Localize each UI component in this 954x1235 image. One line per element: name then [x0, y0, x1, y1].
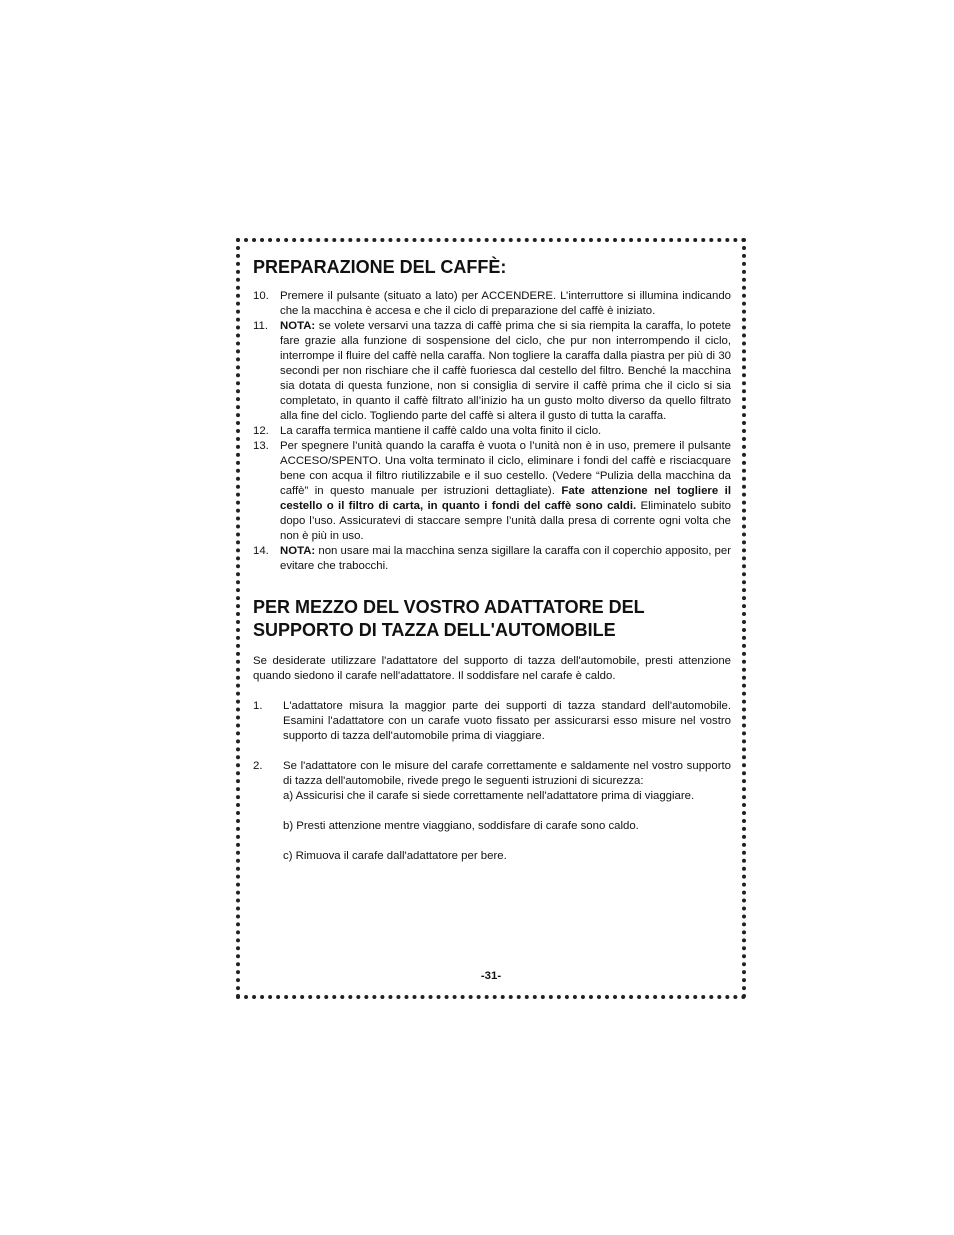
- note-text: se volete versarvi una tazza di caffè prima che si sia riempita la caraffa, lo potete fare grazie alla funzione di sospensione del ciclo, che pur non interrompendo il ciclo, interrompe il fluire del caffè nella caraffa. Non togliere la caraffa dalla piastra per più di 30 secondi per non rischiare che il caffè fuoriesca dal cestello del filtro. Benché la macchina sia dotata di questa funzione, non si consiglia di servire il caffè prima che il ciclo si sia completato, in quanto il caffè filtrato all’inizio ha un gusto molto diverso da quello filtrato alla fine del ciclo. Togliendo parte del caffè si altera il gusto di tutta la caraffa.: [280, 320, 731, 422]
- list-item: [253, 544, 731, 574]
- sub-item-b: b) Presti attenzione mentre viaggiano, soddisfare di carafe sono caldo.: [283, 820, 639, 832]
- list-item: [253, 759, 731, 789]
- sub-item-c: c) Rimuova il carafe dall'adattatore per bere.: [283, 850, 507, 862]
- list-item-text: [280, 439, 731, 544]
- list-item: [253, 699, 731, 744]
- list-item-number: 14.: [253, 545, 269, 557]
- note-label: NOTA:: [280, 545, 316, 557]
- list-item-text: L'adattatore misura la maggior parte dei supporti di tazza standard dell'automobile. Esamini l'adattatore con un carafe vuoto fissato per assicurarsi esso misure nel vostro supporto di tazza dell'automobile prima di viaggiare.: [283, 700, 731, 742]
- list-item: [253, 424, 731, 439]
- list-item-number: 10.: [253, 290, 269, 302]
- note-label: NOTA:: [280, 320, 316, 332]
- section-title-preparazione: PREPARAZIONE DEL CAFFÈ:: [253, 257, 507, 277]
- list-item-text: La caraffa termica mantiene il caffè caldo una volta finito il ciclo.: [280, 425, 602, 437]
- list-item-number: 13.: [253, 440, 269, 452]
- list-item-text-part: Eliminatelo subito dopo l’uso. Assicuratevi di staccare sempre l’unità dalla presa di corrente ogni volta che non è più in uso.: [280, 500, 731, 542]
- list-item-number: 1.: [253, 700, 263, 712]
- list-item: [253, 439, 731, 544]
- section-title-line: PER MEZZO DEL VOSTRO ADATTATORE DEL: [253, 597, 645, 617]
- section-title-line: SUPPORTO DI TAZZA DELL'AUTOMOBILE: [253, 620, 616, 640]
- list-item-number: 11.: [253, 320, 268, 332]
- note-text: non usare mai la macchina senza sigillare la caraffa con il coperchio apposito, per evitare che trabocchi.: [280, 545, 731, 572]
- list-item: [253, 319, 731, 424]
- warning-text: Fate attenzione nel togliere il cestello o il filtro di carta, in quanto i fondi del caffè sono caldi.: [280, 485, 731, 512]
- page-content: [253, 256, 731, 864]
- intro-paragraph: Se desiderate utilizzare l'adattatore del supporto di tazza dell'automobile, presti attenzione quando siedono il carafe nell'adattatore. Il soddisfare nel carafe è caldo.: [253, 655, 731, 682]
- list-item-text: [280, 544, 731, 574]
- page-number: -31-: [480, 970, 502, 982]
- list-item-number: 2.: [253, 760, 263, 772]
- preparation-steps-list: [253, 289, 731, 574]
- list-item-number: 12.: [253, 425, 269, 437]
- sub-item-a: a) Assicurisi che il carafe si siede correttamente nell'adattatore prima di viaggiare.: [283, 790, 695, 802]
- section-title-adattatore: [253, 596, 731, 642]
- list-item: [253, 289, 731, 319]
- list-item-text: Premere il pulsante (situato a lato) per ACCENDERE. L’interruttore si illumina indicando che la macchina è accesa e che il ciclo di preparazione del caffè è iniziato.: [280, 290, 731, 317]
- list-item-text-part: Per spegnere l’unità quando la caraffa è vuota o l’unità non è in uso, premere il pulsante ACCESO/SPENTO. Una volta terminato il ciclo, eliminare i fondi del caffè e risciacquare bene con acqua il filtro riutilizzabile e il suo cestello. (Vedere “Pulizia della macchina da caffè” in questo manuale per istruzioni dettagliate).: [280, 440, 731, 497]
- list-item-text: Se l'adattatore con le misure del carafe correttamente e saldamente nel vostro supporto di tazza dell'automobile, rivede prego le seguenti istruzioni di sicurezza:: [283, 760, 731, 787]
- list-item-text: [280, 319, 731, 424]
